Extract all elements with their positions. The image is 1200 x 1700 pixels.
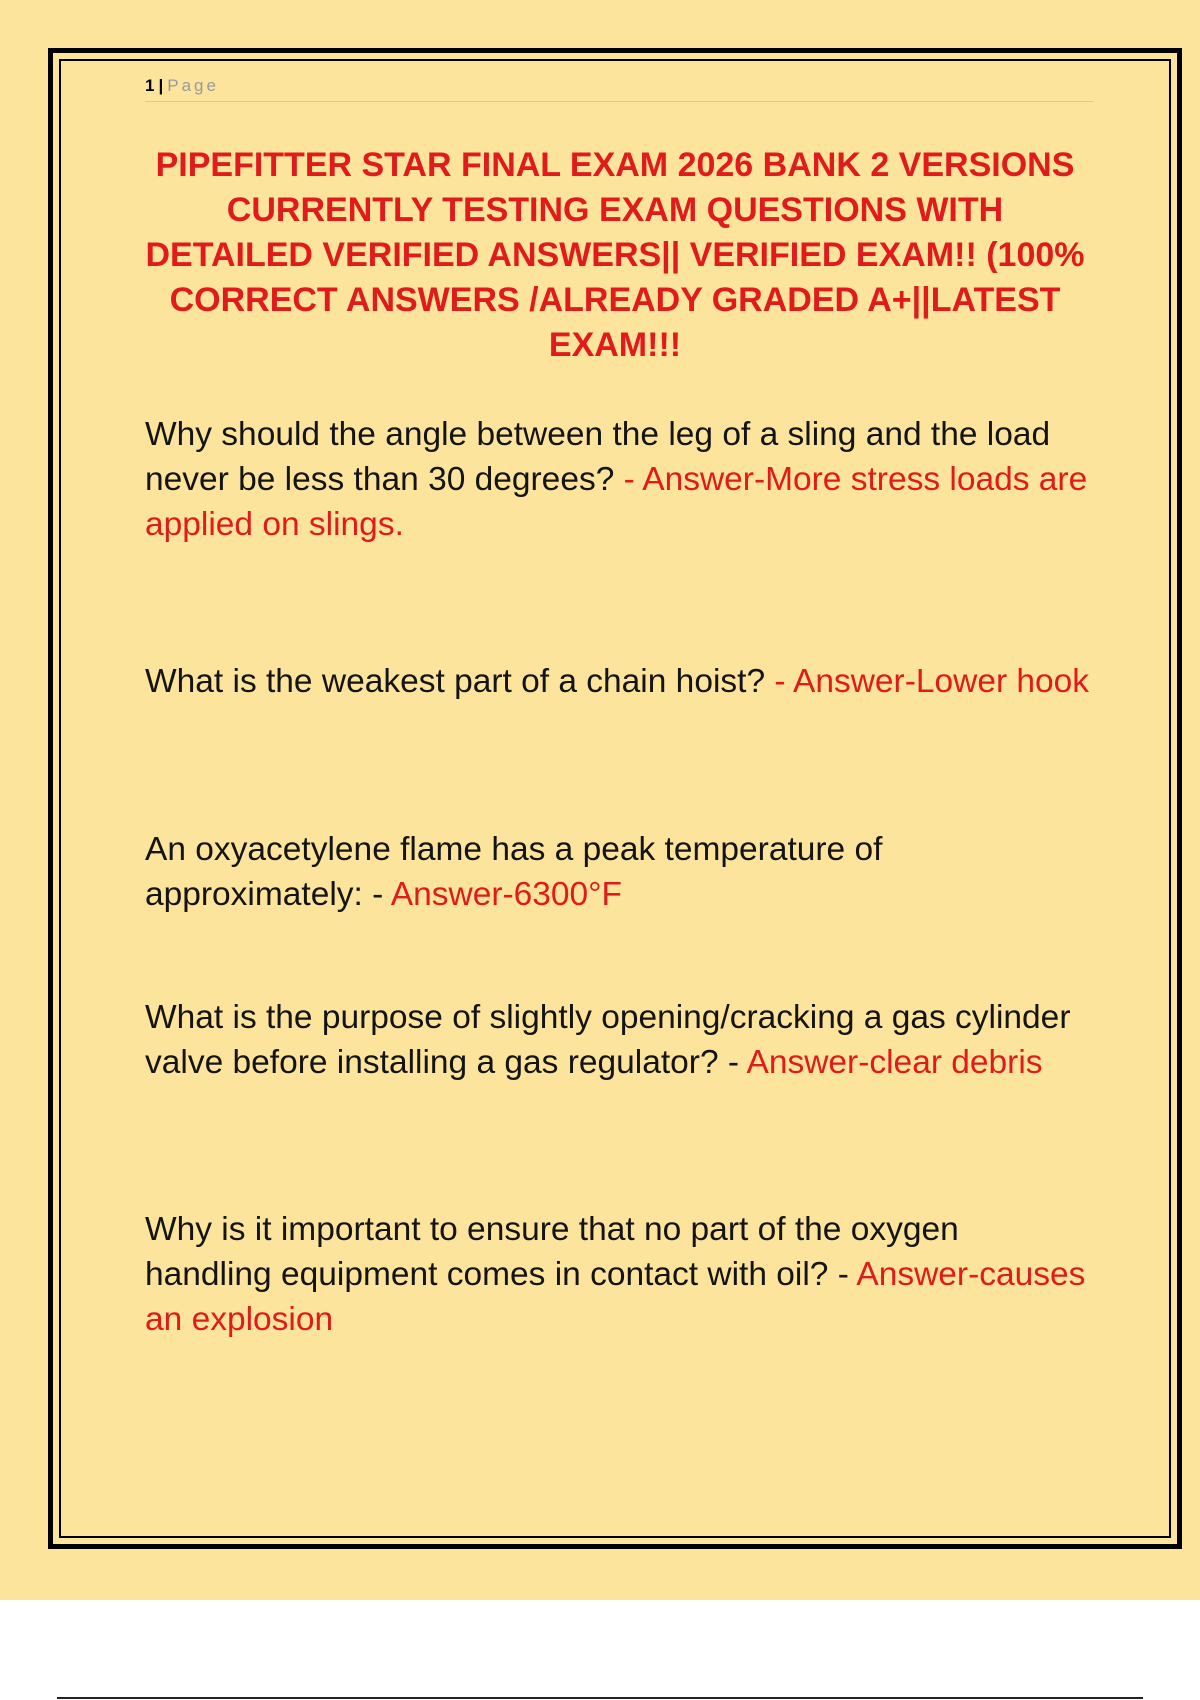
answer-text: Answer-clear debris — [739, 1044, 1043, 1081]
page-label: Page — [167, 76, 219, 95]
answer-text: - Answer-More stress loads are applied on slings. — [145, 461, 1088, 543]
document-title: PIPEFITTER STAR FINAL EXAM 2026 BANK 2 VERSIONS CURRENTLY TESTING EXAM QUESTIONS WITH DETAILED VERIFIED ANSWERS|| VERIFIED EXAM!! (100% CORRECT ANSWERS /ALREADY GRADED A+||LATEST EXAM!!! — [145, 146, 1085, 364]
qa-item — [145, 659, 1093, 704]
question-text: What is the purpose of slightly opening/cracking a gas cylinder valve before installing a gas regulator? - — [145, 999, 1071, 1081]
next-page-rule — [57, 1697, 1143, 1699]
page-separator: | — [158, 76, 164, 95]
answer-text: Answer-6300°F — [383, 876, 623, 913]
answer-text: - Answer-Lower hook — [765, 663, 1090, 700]
qa-item — [145, 827, 1093, 917]
qa-item — [145, 412, 1093, 547]
qa-item — [145, 995, 1093, 1085]
question-text: Why is it important to ensure that no part of the oxygen handling equipment comes in contact with oil? - — [145, 1211, 959, 1293]
question-text: An oxyacetylene flame has a peak temperature of approximately: - — [145, 831, 883, 913]
answer-text: Answer-causes an explosion — [145, 1256, 1086, 1338]
page-number: 1 — [145, 76, 155, 95]
question-text: What is the weakest part of a chain hoist? — [145, 663, 766, 700]
question-text: Why should the angle between the leg of a sling and the load never be less than 30 degrees? — [145, 416, 1051, 498]
page-header — [145, 74, 1093, 102]
qa-item — [145, 1207, 1093, 1342]
